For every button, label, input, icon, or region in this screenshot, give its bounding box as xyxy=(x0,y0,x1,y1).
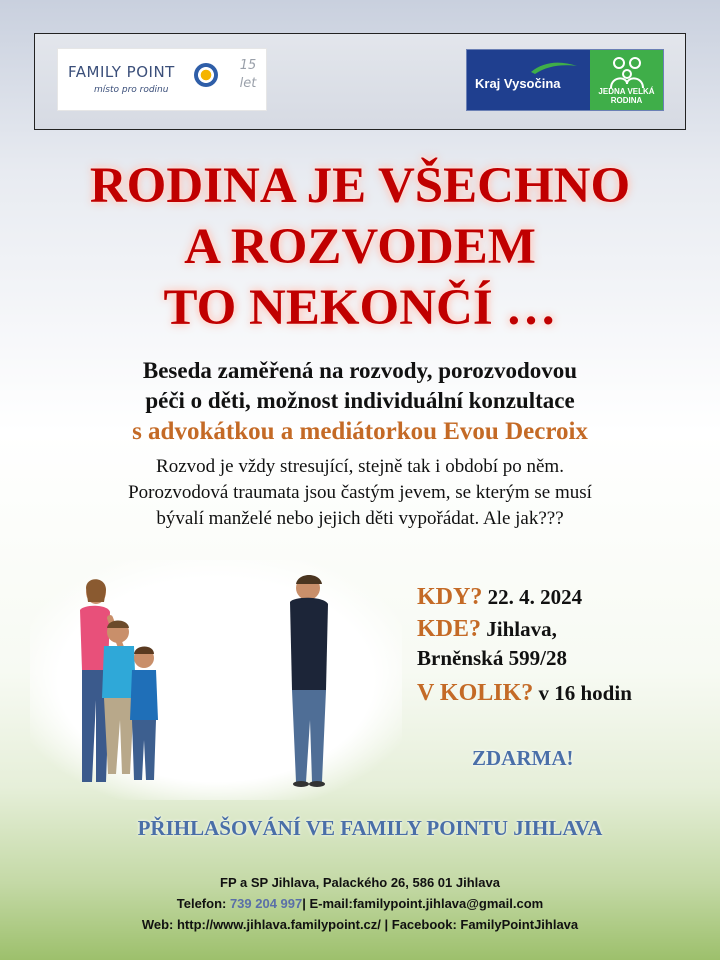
intro-line-3: bývalí manželé nebo jejich děti vypořádat. Ale jak??? xyxy=(156,508,564,529)
when-label: KDY? xyxy=(417,584,483,610)
years-number: 15 xyxy=(239,58,257,73)
family-photo xyxy=(30,560,402,800)
subtitle-speaker: s advokátkou a mediátorkou Evou Decroix xyxy=(132,418,588,445)
footer-web[interactable]: Web: http://www.jihlava.familypoint.cz/ | Facebook: FamilyPointJihlava xyxy=(141,917,579,932)
kraj-badge-text: JEDNA VELKÁ RODINA xyxy=(598,87,655,106)
where-label: KDE? xyxy=(417,616,482,642)
intro-line-2: Porozvodová traumata jsou častým jevem, se kterým se musí xyxy=(128,482,592,503)
email-text[interactable]: | E-mail:familypoint.jihlava@gmail.com xyxy=(302,896,544,911)
kraj-name: Kraj Vysočina xyxy=(475,76,561,91)
kraj-vysocina-logo xyxy=(466,49,664,111)
family-point-circle-icon xyxy=(194,63,218,87)
years-word: let xyxy=(239,75,257,91)
price-free: ZDARMA! xyxy=(472,746,574,770)
footer-address: FP a SP Jihlava, Palackého 26, 586 01 Jihlava xyxy=(220,875,500,890)
time-label: V KOLIK? xyxy=(417,680,534,706)
title-line-2: A ROZVODEM xyxy=(184,219,536,275)
kraj-family-badge xyxy=(590,50,663,110)
time-value: v 16 hodin xyxy=(538,681,632,705)
event-where xyxy=(417,616,557,643)
subtitle-line-1: Beseda zaměřená na rozvody, porozvodovou xyxy=(142,358,578,383)
registration-note: PŘIHLAŠOVÁNÍ VE FAMILY POINTU JIHLAVA xyxy=(137,816,603,840)
event-where-address: Brněnská 599/28 xyxy=(417,646,567,670)
subtitle-line-2: péči o děti, možnost individuální konzultace xyxy=(145,388,575,413)
logo-panel xyxy=(34,33,686,130)
event-time xyxy=(417,680,632,707)
kraj-swoosh-icon xyxy=(529,60,579,76)
footer-contact xyxy=(0,896,720,911)
family-point-tagline: místo pro rodinu xyxy=(94,85,169,95)
event-when xyxy=(417,584,582,611)
title-line-1: RODINA JE VŠECHNO xyxy=(89,158,631,214)
title-line-3: TO NEKONČÍ … xyxy=(163,280,557,336)
family-illustration xyxy=(30,560,402,800)
family-point-years xyxy=(234,57,262,92)
where-value-1: Jihlava, xyxy=(486,617,557,641)
when-value: 22. 4. 2024 xyxy=(487,585,583,609)
main-title xyxy=(0,156,720,339)
family-point-name: FAMILY POINT xyxy=(68,63,175,81)
intro-line-1: Rozvod je vždy stresující, stejně tak i období po něm. xyxy=(156,456,564,477)
family-figures-icon xyxy=(607,54,647,90)
phone-label: Telefon: xyxy=(176,896,230,911)
family-point-logo xyxy=(57,48,267,111)
phone-number[interactable]: 739 204 997 xyxy=(229,896,303,911)
